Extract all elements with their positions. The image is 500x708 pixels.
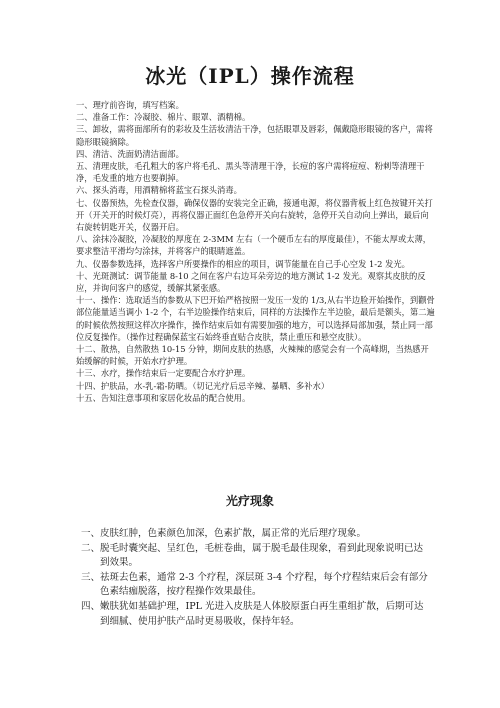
list-item xyxy=(81,527,429,542)
procedure-steps xyxy=(76,99,436,404)
step-item: 八、涂抹冷凝胶，冷凝胶的厚度在 2-3MM 左右（一个硬币左右的厚度最佳），不能太厚或太薄，要求整洁平滑均匀涂抹，并将客户的眼睛遮盖。 xyxy=(76,234,432,257)
item-text: 脱毛时囊突起、呈红色，毛桩卷曲，属于脱毛最佳现象，看到此现象说明已达到效果。 xyxy=(100,542,424,569)
step-item: 七、仪器预热，先检查仪器，确保仪器的安装完全正确，接通电源，将仪器背板上红色按键开关打开（开关开的时候灯亮），再将仪器正面红色急停开关向右旋转，急停开关自动向上弹出，最后向右旋转钥匙开关，仪器开启。 xyxy=(76,197,433,233)
effects-list xyxy=(81,527,429,629)
item-text: 皮肤红肿，色素颜色加深，色素扩散，属正常的光后理疗现象。 xyxy=(100,528,367,539)
step-item: 三、卸妆，需将面部所有的彩妆及生活妆清洁干净，包括眼罩及唇彩，佩戴隐形眼镜的客户，需将隐形眼镜摘除。 xyxy=(76,124,433,147)
step-item: 六、探头消毒，用酒精棉将蓝宝石探头消毒。 xyxy=(76,185,242,196)
item-number: 一、 xyxy=(81,528,101,539)
item-text: 祛斑去色素，通常 2-3 个疗程，深层斑 3-4 个疗程，每个疗程结束后会有部分色素结痂脱落，按疗程操作效果最佳。 xyxy=(100,571,428,598)
step-item: 十、光斑测试：调节能量 8-10 之间在客户右边耳朵旁边的地方测试 1-2 发光。观察其皮肤的反应，并询问客户的感觉，缓解其紧张感。 xyxy=(76,270,426,294)
section-heading: 光疗现象 xyxy=(225,494,274,508)
list-item xyxy=(81,571,429,600)
document-title: 冰光（IPL）操作流程 xyxy=(145,64,355,88)
list-item xyxy=(81,600,429,629)
step-item: 十四、护肤品，水-乳-霜-防晒。（切记光疗后忌辛辣、暴晒、多补水） xyxy=(76,380,330,391)
step-item: 十一、操作：选取适当的参数从下巴开始严格按照一发压一发的 1/3,从右半边脸开始操作，到颧骨部位能量适当调小 1-2 个，右半边脸操作结束后，同样的方法操作左半边脸，最后是额头，第二遍的时候依然按照这样次序操作，操作结束后如有需要加强的地方，可以选择局部加强，禁止同一部位反复操作。（操作过程确保蓝宝石始终垂直贴合皮肤，禁止重压和悬空皮肤）。 xyxy=(76,295,435,342)
step-item: 九、仪器参数选择，选择客户所要操作的相应的项目，调节能量在自己手心空发 1-2 发光。 xyxy=(76,258,410,269)
item-number: 四、 xyxy=(81,600,101,612)
item-text: 嫩肤犹如基础护理，IPL 光进入皮肤是人体胶原蛋白再生重组扩散，后期可达到细腻、使用护肤产品时更易吸收，保持年轻。 xyxy=(100,600,424,627)
step-item: 五、清理皮肤，毛孔粗大的客户将毛孔、黑头等清理干净，长痘的客户需将痘痘、粉刺等清理干净，毛发重的地方也要剃掉。 xyxy=(76,161,425,184)
step-item: 十二、散热，自然散热 10-15 分钟，期间皮肤的热感，火辣辣的感觉会有一个高峰期，当热感开始缓解的时候，开始水疗护理。 xyxy=(76,344,429,367)
item-number: 二、 xyxy=(81,542,101,554)
step-item: 四、清洁、洗面奶清洁面部。 xyxy=(76,148,184,159)
step-item: 一、理疗前咨询，填写档案。 xyxy=(76,100,184,110)
item-number: 三、 xyxy=(81,571,101,583)
list-item xyxy=(81,542,429,571)
step-item: 二、准备工作：冷凝胶、棉片、眼罩、酒精棉。 xyxy=(76,112,251,123)
step-item: 十五、告知注意事项和家居化妆品的配合使用。 xyxy=(76,392,251,403)
step-item: 十三、水疗，操作结束后一定要配合水疗护理。 xyxy=(76,368,251,379)
